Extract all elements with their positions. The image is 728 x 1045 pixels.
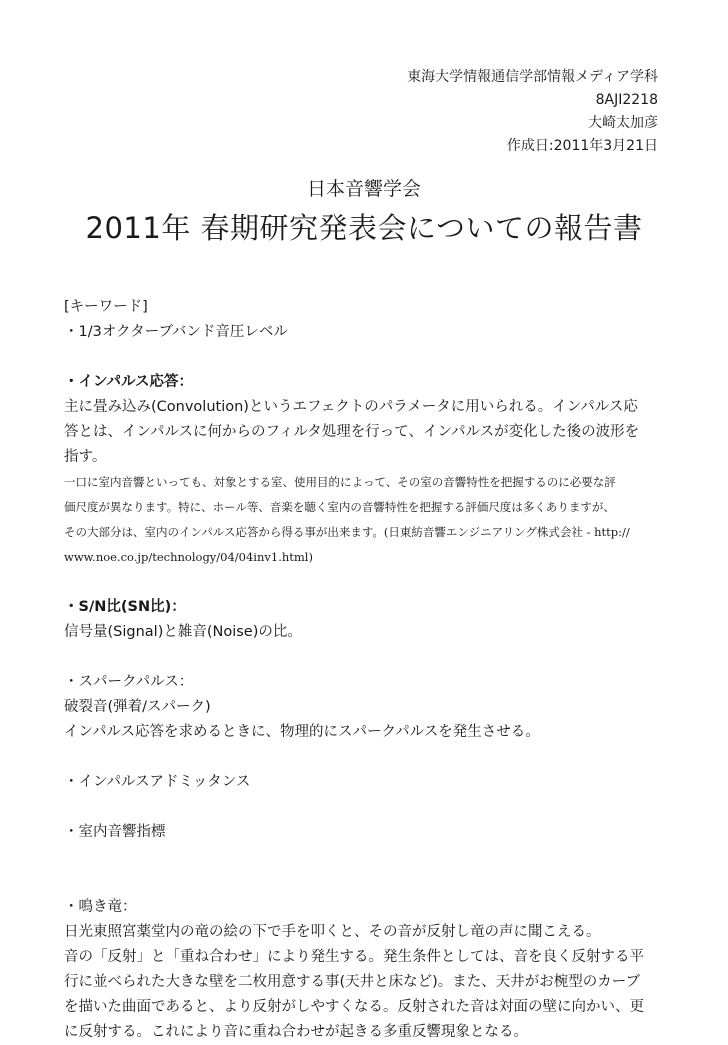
definition-line: 主に畳み込み(Convolution)というエフェクトのパラメータに用いられる。インパルス応	[64, 399, 638, 415]
author-name: 大崎太加彦	[588, 115, 658, 131]
definition-line: 音の「反射」と「重ね合わせ」により発生する。発生条件としては、音を良く反射する平	[64, 949, 644, 965]
keyword-term: ・1/3オクターブバンド音圧レベル	[64, 324, 288, 340]
keyword-term: ・インパルスアドミッタンス	[64, 774, 251, 790]
definition-line: を描いた曲面であると、より反射がしやすくなる。反射された音は対面の壁に向かい、更	[64, 999, 644, 1015]
definition-line: 行に並べられた大きな壁を二枚用意する事(天井と床など)。また、天井がお椀型のカーブ	[64, 974, 641, 990]
keyword-term: ・スパークパルス：	[64, 674, 194, 690]
keyword-term: ・室内音響指標	[64, 824, 166, 840]
keyword-term: ・S/N比(SN比)：	[64, 599, 186, 615]
report-title: 2011年 春期研究発表会についての報告書	[85, 211, 643, 245]
definition-line: 破裂音(弾着/スパーク)	[64, 699, 211, 715]
organization-title: 日本音響学会	[306, 178, 421, 200]
definition-line: インパルス応答を求めるときに、物理的にスパークパルスを発生させる。	[64, 724, 540, 740]
definition-line: に反射する。これにより音に重ね合わせが起きる多重反響現象となる。	[64, 1024, 528, 1040]
department-line: 東海大学情報通信学部情報メディア学科	[407, 69, 658, 85]
keyword-term: ・インパルス応答：	[64, 374, 194, 390]
definition-line: 日光東照宮薬堂内の竜の絵の下で手を叩くと、その音が反射し竜の声に聞こえる。	[64, 924, 601, 940]
keywords-heading: [キーワード]	[64, 299, 148, 315]
quote-line: 価尺度が異なります。特に、ホール等、音楽を聴く室内の音響特性を把握する評価尺度は多くありますが、	[64, 500, 615, 514]
quote-line: その大部分は、室内のインパルス応答から得る事が出来ます。(日東紡音響エンジニアリング株式会社 - http://	[64, 525, 630, 539]
report-body	[64, 295, 664, 1045]
definition-line: 指す。	[64, 449, 107, 465]
student-id: 8AJI2218	[595, 92, 658, 108]
definition-line: 信号量(Signal)と雑音(Noise)の比。	[64, 624, 302, 640]
quote-line: 一口に室内音響といっても、対象とする室、使用目的によって、その室の音響特性を把握するのに必要な評	[64, 475, 616, 489]
quote-line: www.noe.co.jp/technology/04/04inv1.html)	[64, 550, 313, 564]
definition-line: 答とは、インパルスに何からのフィルタ処理を行って、インパルスが変化した後の波形を	[64, 424, 640, 440]
creation-date: 作成日:2011年3月21日	[506, 138, 658, 154]
document-header	[407, 66, 658, 158]
keyword-term: ・鳴き竜：	[64, 899, 137, 915]
